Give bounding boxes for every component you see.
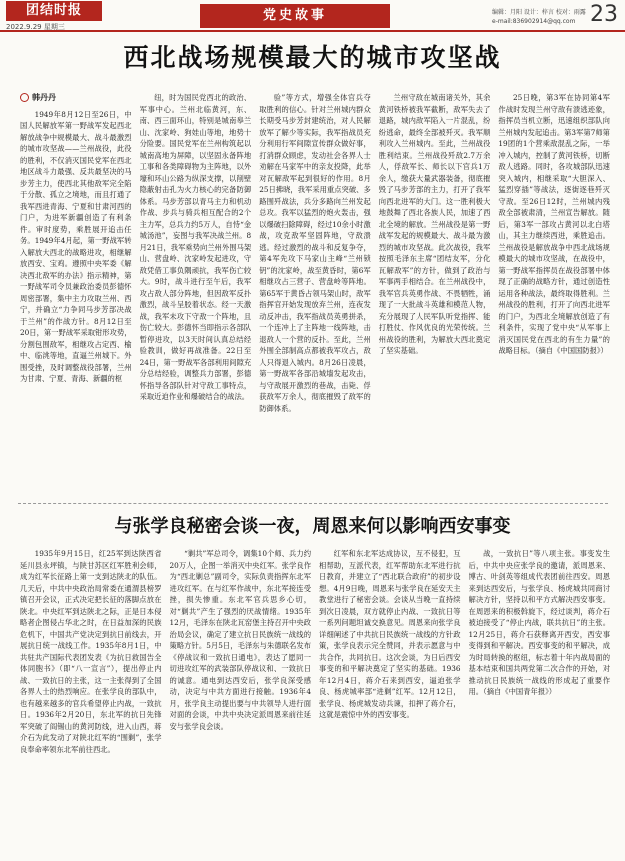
section-title: 党史故事 — [200, 4, 390, 28]
editors-names: 编辑：月阳 设计：梓言 校对：雨露 — [492, 9, 586, 16]
article-divider — [18, 503, 608, 504]
article2-text: 战，一致抗日”等八项主张。事变发生后，中共中央应张学良的邀请，派周恩来、博古、叶剑英等组成代表团前往西安。周恩来到达西安后，与张学良、杨虎城共同商讨解决方针，坚持以和平方式解决西安事变。在周恩来的积极斡旋下，经过谈判，蒋介石被迫接受了“停止内战，联共抗日”的主张。12月25日，蒋介石获释离开西安，西安事变得到和平解决。西安事变的和平解决，成为时局转换的枢纽，标志着十年内战局面的基本结束和国共两党第二次合作的开始，对推动抗日民族统一战线的形成起了重要作用。（摘自《中国青年报》） — [468, 549, 610, 696]
issue-date: 2022.9.29 星期三 — [6, 23, 65, 31]
article1-text: 纽，时为国民党西北的政治、军事中心。兰州北临黄河，东、南、西三面环山，特别是城南皋兰山、沈家岭、狗娃山等地，地势十分险要。国民党军在兰州构筑起以城南高地为屏障，以坚固永备阵地工事和各类障碍物为主阵地，以外壕和环山公路为纵深支撑，以削壁隐蔽射击孔为火力核心的完备防御体系。马步芳部以青马主力和机动作战、步兵与骑兵相互配合的2个主力军，总兵力约5万人，自恃“金城汤池”，妄图与我军决战兰州。8月21日，我军乘势向兰州外围马架山、营盘岭、沈家岭发起进攻，守敌凭借工事负隅顽抗，我军伤亡较大。9时，战斗进行至午后，我军攻占敌人部分阵地，但因敌军反扑激烈，战斗呈胶着状态。经一天激战，我军未攻下守敌一个阵地，且伤亡较大。彭德怀当即指示各部队暂停进攻，以3天时间认真总结经验教训，做好再战准备。22日至24日，第一野战军各部利用间隙充分总结经验，调整兵力部署，彭德怀指导各部队针对守敌工事特点，采取近迫作业和爆破结合的战法。 — [139, 93, 252, 401]
article1-column-5 — [498, 92, 610, 500]
article2-column-3 — [319, 548, 461, 854]
circle-icon — [20, 93, 29, 102]
article1-text: 25日晚，第3军在协同第4军作战时发现兰州守敌有溃逃迹象，指挥员当机立断，迅速组织部队向兰州城内发起追击。第3军第7师第19团的1个营乘敌混乱之际，一举冲入城内，控制了黄河铁桥，切断敌人逃路。同时，各攻城部队迅速突入城内，相继采取“大胆深入、猛烈穿插”等战法，逐街逐巷歼灭守敌。至26日12时，兰州城内残敌全部被肃清，兰州宣告解放。随后，第3军一部攻占黄河以北白塔山，其主力继续西进，乘胜追击。兰州战役是解放战争中西北战场规模最大的城市攻坚战，在战役中，第一野战军指挥员在战役部署中体现了正确的战略方针，通过创造性运用各种战法，最终取得胜利。兰州战役的胜利，打开了向西北进军的门户，为西北全境解放创造了有利条件，实现了党中央“从军事上消灭国民党在西北的有生力量”的战略目标。（摘自《中国国防报》） — [498, 93, 610, 355]
article1-column-3 — [259, 92, 371, 500]
newspaper-logo: 团结时报 — [6, 1, 102, 21]
article2-column-4 — [469, 548, 611, 854]
article1-headline: 西北战场规模最大的城市攻坚战 — [123, 43, 502, 72]
article2-text: 红军和东北军达成协议，互不侵犯，互相帮助，互派代表，红军帮助东北军进行抗日教育，并建立了“西北联合政府”的初步设想。4月9日晚，周恩来与张学良在延安天主教堂进行了秘密会谈。会谈从当晚一直持续到次日凌晨，双方就停止内战、一致抗日等一系列问题坦诚交换意见。周恩来向张学良详细阐述了中共抗日民族统一战线的方针政策，张学良表示完全赞同，并表示愿意与中共合作，共同抗日。这次会谈，为日后西安事变的和平解决奠定了坚实的基础。1936年12月4日，蒋介石来到西安，逼迫张学良、杨虎城率部“进剿”红军。12月12日，张学良、杨虎城发动兵谏，扣押了蒋介石，这就是震惊中外的西安事变。 — [319, 549, 461, 719]
article1-text: 兰州守敌在城南诸关外，其余黄河铁桥被我军截断，敌军失去了退路，城内敌军陷入一片混乱，纷纷逃命，最终全部被歼灭。我军顺利攻入兰州城内。至此，兰州战役胜利结束。兰州战役歼敌2.7万余人，俘敌军长、师长以下官兵1万余人，缴获大量武器装备，彻底摧毁了马步芳部的主力，打开了我军向西北进军的大门。这一胜利极大地鼓舞了西北各族人民，加速了西北全境的解放。兰州战役是第一野战军发起的规模最大、战斗最为激烈的城市攻坚战。此次战役，我军按照毛泽东主席“团结友军，分化瓦解敌军”的方针，做到了政治与军事两手相结合。在兰州战役中，我军官兵英勇作战、不畏牺牲，涌现了一大批战斗英雄和模范人物，充分展现了人民军队听党指挥、能打胜仗、作风优良的光荣传统。兰州战役的胜利，为解放大西北奠定了坚实基础。 — [378, 93, 491, 355]
article2-column-2 — [170, 548, 312, 854]
article2-headline: 与张学良秘密会谈一夜，周恩来何以影响西安事变 — [114, 516, 511, 537]
article1-text: 1949年8月12日至26日，中国人民解放军第一野战军发起西北解放战争中规模最大、战斗最激烈的城市攻坚战——兰州战役，此役的胜利，不仅消灭国民党军在西北地区战斗力最强、反共最坚决的马步芳主力，使西北其他敌军完全陷于分散、孤立之境地，而且打通了我军西进青海、宁夏和甘肃河西的门户，为进军新疆创造了有利条件。审时度势，乘胜展开追击任务。1949年4月起，第一野战军转入解放大西北的战略进攻，相继解放西安、宝鸡。遵照中央军委《解决西北敌军的办法》指示精神，第一野战军司令员兼政治委员彭德怀周密部署，集中主力攻取兰州、西宁，并确立“力争同马步芳部决战于兰州”的作战方针。8月12日至20日，第一野战军采取钳形攻势，分割包围敌军，相继攻占定西、榆中、临洮等地，直逼兰州城下。外围受挫，及时调整战役部署，兰州为甘肃、宁夏、青海、新疆的枢 — [20, 109, 132, 383]
article2-text: 1935年9月15日，红25军到达陕西省延川县永坪镇，与陕甘苏区红军胜利会师，成为红军长征路上第一支到达陕北的队伍。几天后，中共中央政治局常委在通渭县榜罗镇召开会议，正式决定把长征的落脚点放在陕北。中央红军到达陕北之际，正是日本侵略者企图侵占华北之时，在日益加深的民族危机下，中国共产党决定到抗日前线去，开展抗日统一战线工作。1935年8月1日，中共驻共产国际代表团发表《为抗日救国告全体同胞书》（即“八一宣言”），提出停止内战、一致抗日的主张，这一主张得到了全国各界人士的热烈响应。在张学良的部队中，也有越来越多的官兵希望停止内战，一致抗日。1936年2月20日，东北军的抗日先锋军突破了阎锡山的黄河防线，进入山西，蒋介石为此发动了对陕北红军的“围剿”，张学良奉命率领东北军前往西北。 — [20, 549, 162, 754]
article1-column-2 — [140, 92, 252, 500]
article2-body — [20, 548, 610, 854]
article1-column-4 — [379, 92, 491, 500]
editors-email: e-mail:836902914@qq.com — [492, 18, 576, 25]
masthead — [0, 0, 625, 32]
article1-text: 验”等方式，增强全体官兵夺取胜利的信心。针对兰州城内群众长期受马步芳封建统治，对人民解放军了解少等实际，我军指战员充分利用行军间隙宣传群众做好事，打消群众顾虑，发动社会各界人士劝解在马家军中的亲友投降，此举对瓦解敌军起到很好的作用。8月25日拂晓，我军采用重点突破、多路围歼战法，兵分多路向兰州发起总攻。我军以猛烈的炮火轰击，强以爆破扫除障碍，经过10余小时激战，攻克敌军坚固阵地，守敌溃逃。经过激烈的战斗和反复争夺，第4军先攻下马家山主峰“兰州锁钥”的沈家岭，战至黄昏时，第6军相继攻占三营子、营盘岭等阵地。第65军于黄昏占领马架山时，敌军指挥官开始发现放弃兰州，连夜发动反冲击，我军指战员英勇拼杀，一个连冲上了主阵地一线阵地，击退敌人一个营的反扑。至此，兰州外围全部制高点都被我军攻占，敌人只得退入城内。8月26日凌晨，第一野战军各部沿城墙发起攻击，与守敌展开激烈的巷战，击毙、俘获敌军万余人，彻底摧毁了敌军的防御体系。 — [259, 93, 371, 413]
byline — [20, 92, 132, 104]
article2-column-1 — [20, 548, 162, 854]
author-name: 韩丹丹 — [32, 93, 56, 102]
page-number: 23 — [590, 2, 618, 27]
editors-info — [492, 8, 586, 26]
article1-body — [20, 92, 610, 500]
article1-column-1 — [20, 92, 132, 500]
article2-text: “剿共”军总司令，调集10个师、兵力约20万人，企图一举消灭中央红军。张学良作为“西北剿总”副司令，实际负责指挥东北军进攻红军。在与红军作战中，东北军接连受挫，损失惨重。东北军官兵思乡心切，对“剿共”产生了强烈的厌战情绪。1935年12月，毛泽东在陕北瓦窑堡主持召开中央政治局会议，确定了建立抗日民族统一战线的策略方针。5月5日，毛泽东与朱德联名发布《停战议和一致抗日通电》，表达了愿同一切进攻红军的武装部队停战议和、一致抗日的诚意。通电到达西安后，张学良深受感动，决定与中共方面进行接触。1936年4月，张学良主动提出要与中共领导人进行面对面的会谈，中共中央决定派周恩来前往延安与张学良会谈。 — [169, 549, 311, 731]
